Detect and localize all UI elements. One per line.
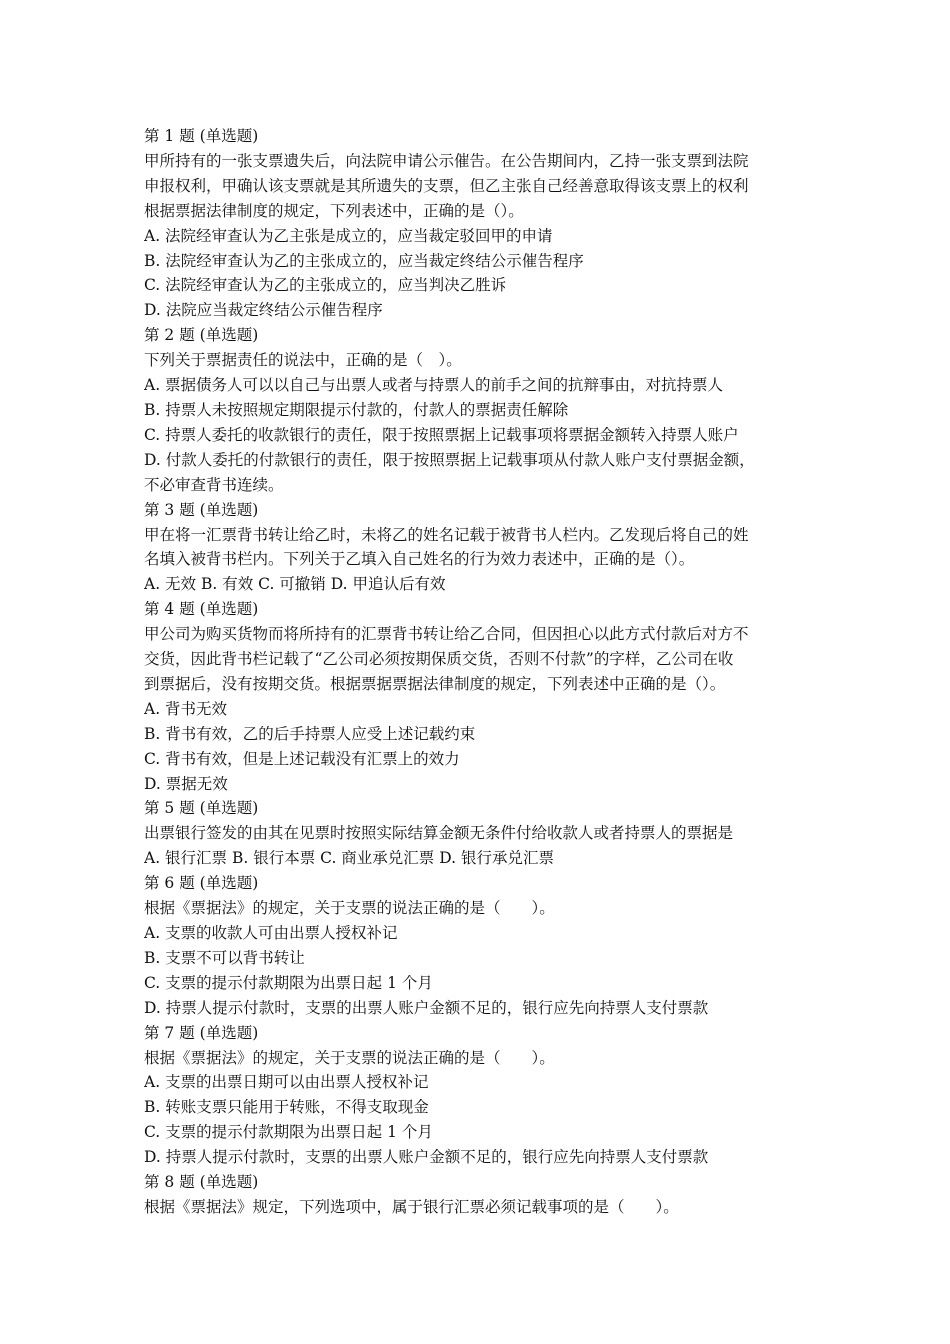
question-7-option-d: D. 持票人提示付款时，支票的出票人账户金额不足的，银行应先向持票人支付票款 <box>144 1148 709 1167</box>
question-4-stem-line: 甲公司为购买货物而将所持有的汇票背书转让给乙合同，但因担心以此方式付款后对方不 <box>144 625 749 644</box>
question-5-options: A. 银行汇票 B. 银行本票 C. 商业承兑汇票 D. 银行承兑汇票 <box>144 849 554 868</box>
question-3-stem-line: 甲在将一汇票背书转让给乙时，未将乙的姓名记载于被背书人栏内。乙发现后将自己的姓 <box>144 525 749 544</box>
question-6-option-c: C. 支票的提示付款期限为出票日起 1 个月 <box>144 973 433 992</box>
question-2-option-a: A. 票据债务人可以以自己与出票人或者与持票人的前手之间的抗辩事由，对抗持票人 <box>144 376 724 395</box>
question-1-option-c: C. 法院经审查认为乙的主张成立的，应当判决乙胜诉 <box>144 276 507 295</box>
question-1-stem-line: 甲所持有的一张支票遗失后，向法院申请公示催告。在公告期间内，乙持一张支票到法院 <box>144 151 749 170</box>
question-3-options: A. 无效 B. 有效 C. 可撤销 D. 甲追认后有效 <box>144 575 446 594</box>
question-5-stem-line: 出票银行签发的由其在见票时按照实际结算金额无条件付给收款人或者持票人的票据是 <box>144 824 734 843</box>
question-4-option-b: B. 背书有效，乙的后手持票人应受上述记载约束 <box>144 724 476 743</box>
question-4-heading: 第 4 题 (单选题) <box>144 600 259 619</box>
question-8-heading: 第 8 题 (单选题) <box>144 1173 259 1192</box>
question-1-option-b: B. 法院经审查认为乙的主张成立的，应当裁定终结公示催告程序 <box>144 251 584 270</box>
question-2-option-d: D. 付款人委托的付款银行的责任，限于按照票据上记载事项从付款人账户支付票据金额， <box>144 450 755 469</box>
question-7-option-b: B. 转账支票只能用于转账，不得支取现金 <box>144 1098 429 1117</box>
question-4-option-c: C. 背书有效，但是上述记载没有汇票上的效力 <box>144 749 460 768</box>
question-6-heading: 第 6 题 (单选题) <box>144 874 259 893</box>
question-1-option-a: A. 法院经审查认为乙主张是成立的，应当裁定驳回甲的申请 <box>144 226 553 245</box>
question-2-stem-line: 下列关于票据责任的说法中，正确的是（ ）。 <box>144 351 462 370</box>
question-6-option-b: B. 支票不可以背书转让 <box>144 948 305 967</box>
question-1-stem-line: 申报权利，甲确认该支票就是其所遗失的支票，但乙主张自己经善意取得该支票上的权利 <box>144 176 749 195</box>
question-1-stem-line: 根据票据法律制度的规定，下列表述中，正确的是（）。 <box>144 201 524 220</box>
question-7-option-a: A. 支票的出票日期可以由出票人授权补记 <box>144 1073 429 1092</box>
document-body <box>144 124 814 1220</box>
question-7-stem-line: 根据《票据法》的规定，关于支票的说法正确的是（ ）。 <box>144 1048 555 1067</box>
question-7-heading: 第 7 题 (单选题) <box>144 1023 259 1042</box>
question-6-option-d: D. 持票人提示付款时，支票的出票人账户金额不足的，银行应先向持票人支付票款 <box>144 998 709 1017</box>
question-3-heading: 第 3 题 (单选题) <box>144 500 259 519</box>
question-2-option-d-continued: 不必审查背书连续。 <box>144 475 284 494</box>
question-2-option-b: B. 持票人未按照规定期限提示付款的，付款人的票据责任解除 <box>144 400 569 419</box>
question-4-option-d: D. 票据无效 <box>144 774 228 793</box>
question-4-stem-line: 交货，因此背书栏记载了“乙公司必须按期保质交货，否则不付款”的字样，乙公司在收 <box>144 650 734 669</box>
question-8-stem-line: 根据《票据法》规定，下列选项中，属于银行汇票必须记载事项的是（ ）。 <box>144 1197 679 1216</box>
question-6-stem-line: 根据《票据法》的规定，关于支票的说法正确的是（ ）。 <box>144 899 555 918</box>
question-1-option-d: D. 法院应当裁定终结公示催告程序 <box>144 301 383 320</box>
question-6-option-a: A. 支票的收款人可由出票人授权补记 <box>144 924 398 942</box>
question-1-heading: 第 1 题 (单选题) <box>144 127 259 145</box>
question-2-option-c: C. 持票人委托的收款银行的责任，限于按照票据上记载事项将票据金额转入持票人账户 <box>144 425 739 444</box>
question-4-option-a: A. 背书无效 <box>144 699 228 718</box>
question-7-option-c: C. 支票的提示付款期限为出票日起 1 个月 <box>144 1123 433 1142</box>
question-4-stem-line: 到票据后，没有按期交货。根据票据票据法律制度的规定，下列表述中正确的是（）。 <box>144 674 726 693</box>
question-5-heading: 第 5 题 (单选题) <box>144 799 259 818</box>
question-2-heading: 第 2 题 (单选题) <box>144 326 259 345</box>
question-3-stem-line: 名填入被背书栏内。下列关于乙填入自己姓名的行为效力表述中，正确的是（）。 <box>144 550 695 569</box>
